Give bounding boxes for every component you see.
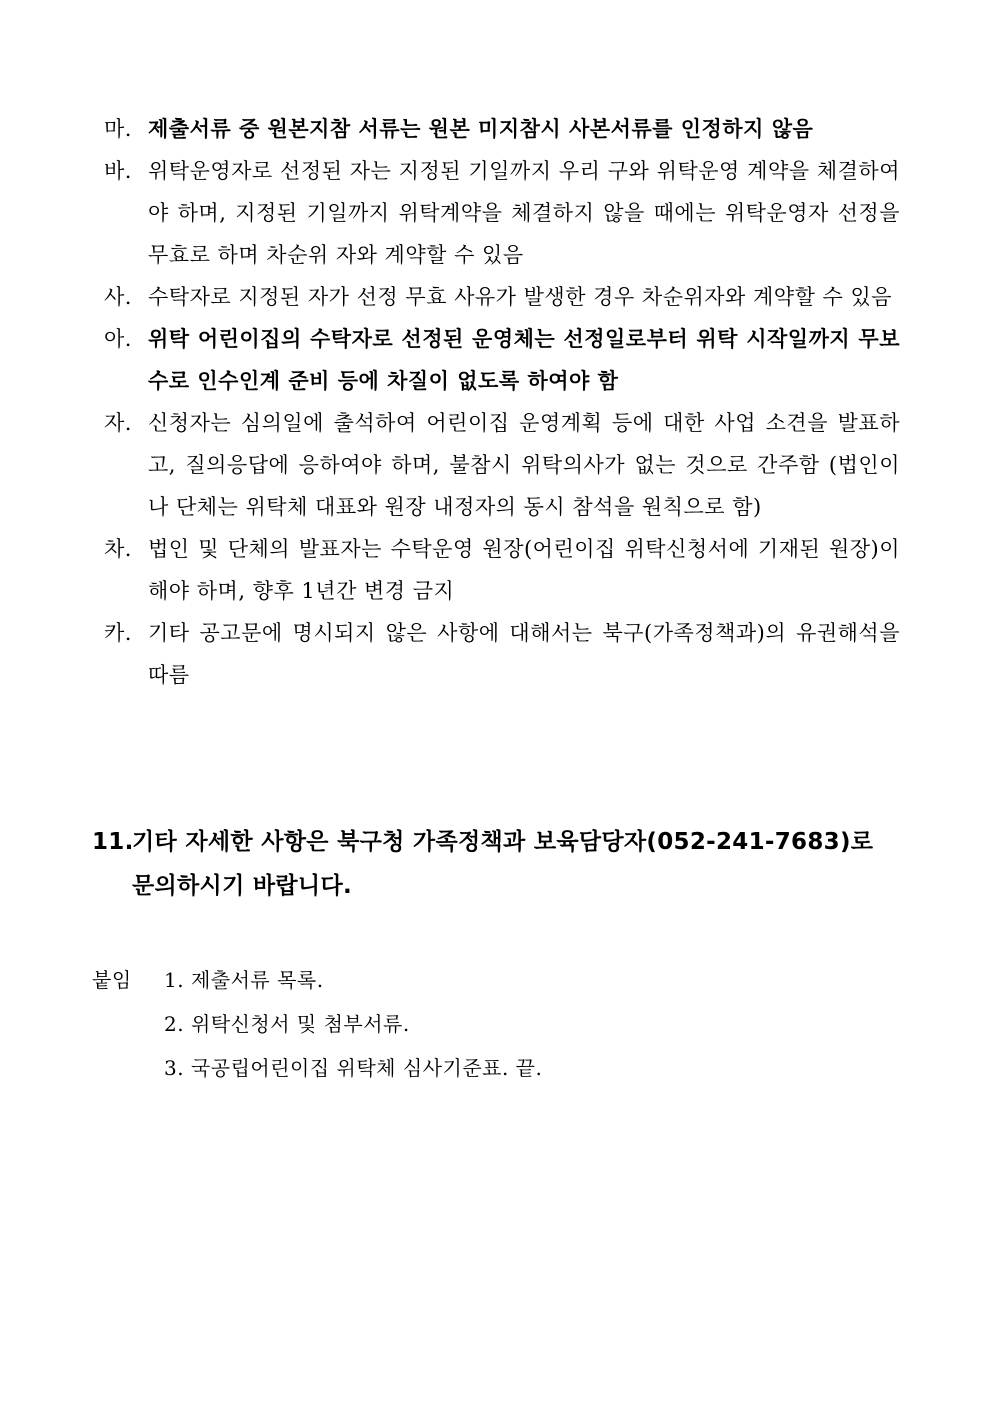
attachment-item: 2. 위탁신청서 및 첨부서류. bbox=[164, 1012, 410, 1036]
notice-item-ka bbox=[104, 612, 900, 696]
item-marker: 자. bbox=[104, 411, 132, 435]
item-text: 신청자는 심의일에 출석하여 어린이집 운영계획 등에 대한 사업 소견을 발표하고, 질의응답에 응하여야 하며, 불참시 위탁의사가 없는 것으로 간주함 (법인이나 단체는 위탁체 대표와 원장 내정자의 동시 참석을 원칙으로 함) bbox=[148, 411, 900, 519]
item-text: 수탁자로 지정된 자가 선정 무효 사유가 발생한 경우 차순위자와 계약할 수 있음 bbox=[148, 285, 893, 309]
notice-item-a bbox=[104, 318, 900, 402]
attachment-item: 1. 제출서류 목록. bbox=[164, 968, 324, 992]
item-marker: 카. bbox=[104, 621, 132, 645]
attachment-item: 3. 국공립어린이집 위탁체 심사기준표. 끝. bbox=[164, 1056, 543, 1080]
notice-item-sa bbox=[104, 276, 900, 318]
section-contact-heading bbox=[92, 820, 900, 908]
item-text: 위탁 어린이집의 수탁자로 선정된 운영체는 선정일로부터 위탁 시작일까지 무보수로 인수인계 준비 등에 차질이 없도록 하여야 함 bbox=[148, 326, 900, 393]
item-marker: 아. bbox=[104, 327, 132, 351]
item-marker: 차. bbox=[104, 537, 132, 561]
section-number: 11. bbox=[92, 829, 134, 855]
notice-item-ja bbox=[104, 402, 900, 528]
item-text: 제출서류 중 원본지참 서류는 원본 미지참시 사본서류를 인정하지 않음 bbox=[148, 116, 814, 141]
attachments-label: 붙임 bbox=[92, 968, 132, 992]
notice-items-list bbox=[104, 108, 900, 696]
item-marker: 사. bbox=[104, 285, 132, 309]
item-marker: 바. bbox=[104, 159, 132, 183]
item-text: 위탁운영자로 선정된 자는 지정된 기일까지 우리 구와 위탁운영 계약을 체결하여야 하며, 지정된 기일까지 위탁계약을 체결하지 않을 때에는 위탁운영자 선정을 무효로 하며 차순위 자와 계약할 수 있음 bbox=[148, 159, 900, 267]
item-marker: 마. bbox=[104, 117, 132, 141]
notice-item-ma bbox=[104, 108, 900, 150]
item-text: 기타 공고문에 명시되지 않은 사항에 대해서는 북구(가족정책과)의 유권해석을 따름 bbox=[148, 621, 900, 687]
item-text: 법인 및 단체의 발표자는 수탁운영 원장(어린이집 위탁신청서에 기재된 원장)이 해야 하며, 향후 1년간 변경 금지 bbox=[148, 537, 900, 603]
section-text: 기타 자세한 사항은 북구청 가족정책과 보육담당자(052-241-7683)로 문의하시기 바랍니다. bbox=[132, 829, 874, 899]
notice-item-ba bbox=[104, 150, 900, 276]
attachments-list bbox=[164, 958, 542, 1090]
notice-item-cha bbox=[104, 528, 900, 612]
